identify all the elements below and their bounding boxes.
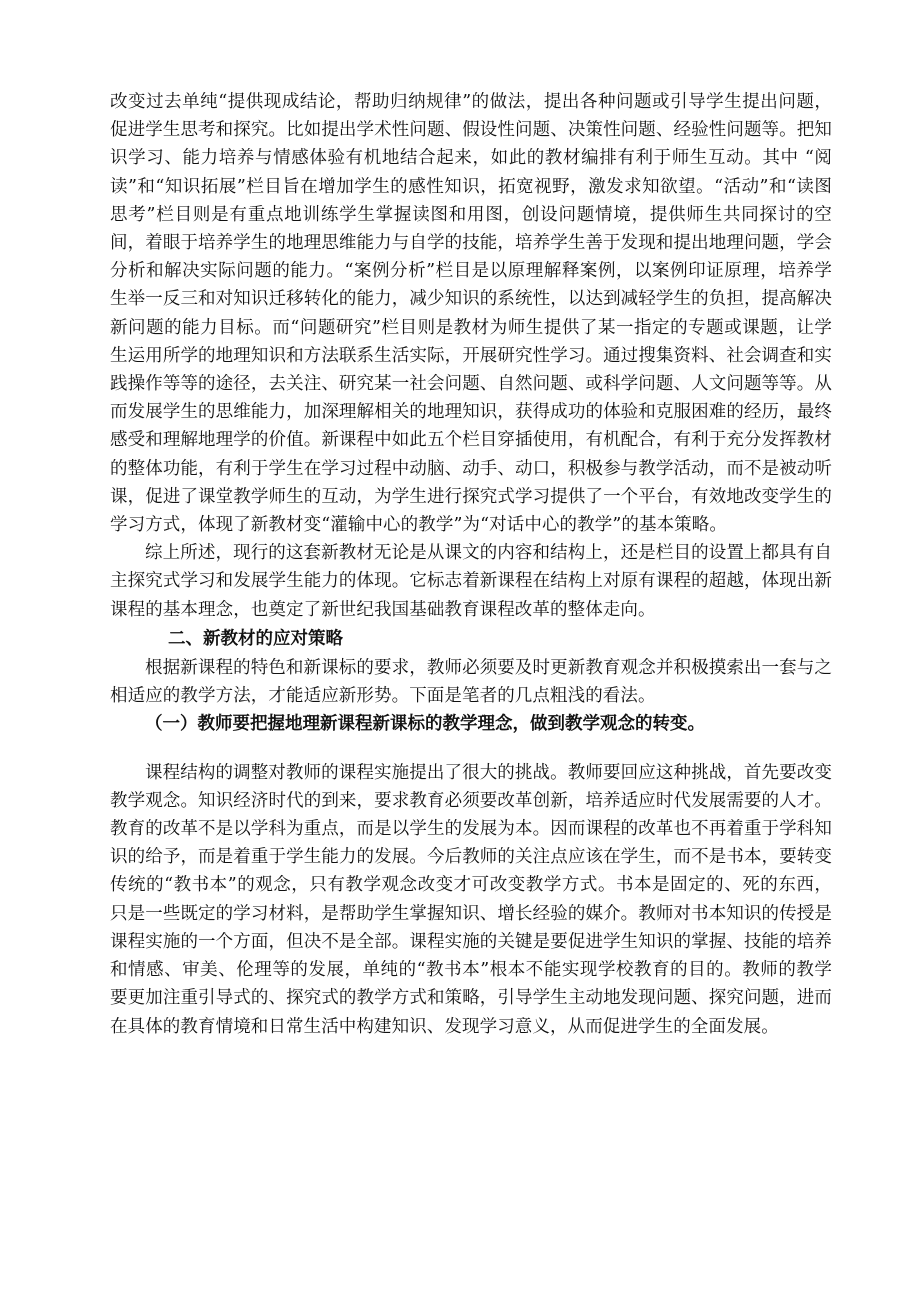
body-paragraph-4: 课程结构的调整对教师的课程实施提出了很大的挑战。教师要回应这种挑战，首先要改变教学观念。知识经济时代的到来，要求教育必须要改革创新，培养适应时代发展需要的人才。教育的改革不是以学科为重点，而是以学生的发展为本。因而课程的改革也不再着重于学科知识的给予，而是着重于学生能力的发展。今后教师的关注点应该在学生，而不是书本，要转变传统的“教书本”的观念，只有教学观念改变才可改变教学方式。书本是固定的、死的东西，只是一些既定的学习材料，是帮助学生掌握知识、增长经验的媒介。教师对书本知识的传授是课程实施的一个方面，但决不是全部。课程实施的关键是要促进学生知识的掌握、技能的培养和情感、审美、伦理等的发展，单纯的“教书本”根本不能实现学校教育的目的。教师的教学要更加注重引导式的、探究式的教学方式和策略，引导学生主动地发现问题、探究问题，进而在具体的教育情境和日常生活中构建知识、发现学习意义，从而促进学生的全面发展。 xyxy=(110,762,832,1037)
body-paragraph-3: 根据新课程的特色和新课标的要求，教师必须要及时更新教育观念并积极摸索出一套与之相适应的教学方法，才能适应新形势。下面是笔者的几点粗浅的看法。 xyxy=(110,658,832,707)
body-paragraph-2: 综上所述，现行的这套新教材无论是从课文的内容和结构上，还是栏目的设置上都具有自主探究式学习和发展学生能力的体现。它标志着新课程在结构上对原有课程的超越，体现出新课程的基本理念，也奠定了新世纪我国基础教育课程改革的整体走向。 xyxy=(110,543,832,620)
section-heading: 二、新教材的应对策略 xyxy=(168,628,343,649)
subsection-heading: （一）教师要把握地理新课程新课标的教学理念，做到教学观念的转变。 xyxy=(145,714,705,735)
body-paragraph-1: 改变过去单纯“提供现成结论，帮助归纳规律”的做法，提出各种问题或引导学生提出问题，促进学生思考和探究。比如提出学术性问题、假设性问题、决策性问题、经验性问题等。把知识学习、能力培养与情感体验有机地结合起来，如此的教材编排有利于师生互动。其中 “阅读”和“知识拓展”栏目旨在增加学生的感性知识，拓宽视野，激发求知欲望。“活动”和“读图思考”栏目则是有重点地训练学生掌握读图和用图，创设问题情境，提供师生共同探讨的空间，着眼于培养学生的地理思维能力与自学的技能，培养学生善于发现和提出地理问题，学会分析和解决实际问题的能力。“案例分析”栏目是以原理解释案例，以案例印证原理，培养学生举一反三和对知识迁移转化的能力，减少知识的系统性，以达到减轻学生的负担，提高解决新问题的能力目标。而“问题研究”栏目则是教材为师生提供了某一指定的专题或课题，让学生运用所学的地理知识和方法联系生活实际，开展研究性学习。通过搜集资料、社会调查和实践操作等等的途径，去关注、研究某一社会问题、自然问题、或科学问题、人文问题等等。从而发展学生的思维能力，加深理解相关的地理知识，获得成功的体验和克服困难的经历，最终感受和理解地理学的价值。新课程中如此五个栏目穿插使用，有机配合，有利于充分发挥教材的整体功能，有利于学生在学习过程中动脑、动手、动口，积极参与教学活动，而不是被动听课，促进了课堂教学师生的互动，为学生进行探究式学习提供了一个平台，有效地改变学生的学习方式，体现了新教材变“灌输中心的教学”为“对话中心的教学”的基本策略。 xyxy=(110,92,832,536)
document-page xyxy=(110,88,832,1041)
